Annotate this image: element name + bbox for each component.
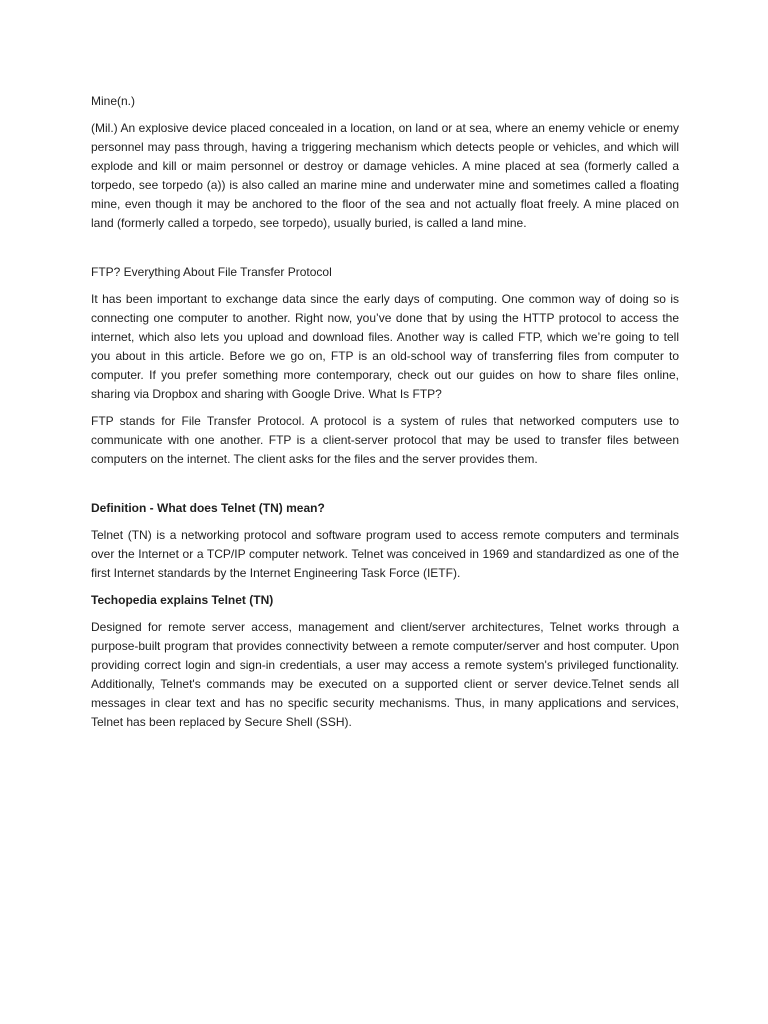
section-spacer — [91, 241, 679, 263]
paragraph-telnet-explained: Designed for remote server access, management and client/server architectures, Telnet works through a purpose-built program that provides connectivity between a remote computer/server and host computer. Upon providing correct login and sign-in credentials, a user may access a remote system's privileged functionality. Additionally, Telnet's commands may be executed on a supported client or server device.Telnet sends all messages in clear text and has no specific security mechanisms. Thus, in many applications and services, Telnet has been replaced by Secure Shell (SSH). — [91, 620, 679, 729]
paragraph-telnet-definition: Telnet (TN) is a networking protocol and software program used to access remote computers and terminals over the Internet or a TCP/IP computer network. Telnet was conceived in 1969 and standardized as one of the first Internet standards by the Internet Engineering Task Force (IETF). — [91, 528, 679, 580]
section-heading-telnet-definition: Definition - What does Telnet (TN) mean? — [91, 501, 325, 515]
section-spacer — [91, 477, 679, 499]
paragraph-ftp-intro: It has been important to exchange data since the early days of computing. One common way of doing so is connecting one computer to another. Right now, you’ve done that by using the HTTP protocol to access the internet, which also lets you upload and download files. Another way is called FTP, which we’re going to tell you about in this article. Before we go on, FTP is an old-school way of transferring files from computer to computer. If you prefer something more contemporary, check out our guides on how to share files online, sharing via Dropbox and sharing with Google Drive. What Is FTP? — [91, 292, 679, 401]
section-heading-mine: Mine(n.) — [91, 94, 136, 108]
section-heading-ftp: FTP? Everything About File Transfer Protocol — [91, 265, 332, 279]
section-heading-telnet-explained: Techopedia explains Telnet (TN) — [91, 593, 274, 607]
document-body — [91, 92, 679, 740]
paragraph-ftp-definition: FTP stands for File Transfer Protocol. A protocol is a system of rules that networked computers use to communicate with one another. FTP is a client-server protocol that may be used to transfer files between computers on the internet. The client asks for the files and the server provides them. — [91, 414, 679, 466]
paragraph-mine-definition: (Mil.) An explosive device placed concealed in a location, on land or at sea, where an enemy vehicle or enemy personnel may pass through, having a triggering mechanism which detects people or vehicles, and which will explode and kill or maim personnel or destroy or damage vehicles. A mine placed at sea (formerly called a torpedo, see torpedo (a)) is also called an marine mine and underwater mine and sometimes called a floating mine, even though it may be anchored to the floor of the sea and not actually float freely. A mine placed on land (formerly called a torpedo, see torpedo), usually buried, is called a land mine. — [91, 121, 679, 230]
